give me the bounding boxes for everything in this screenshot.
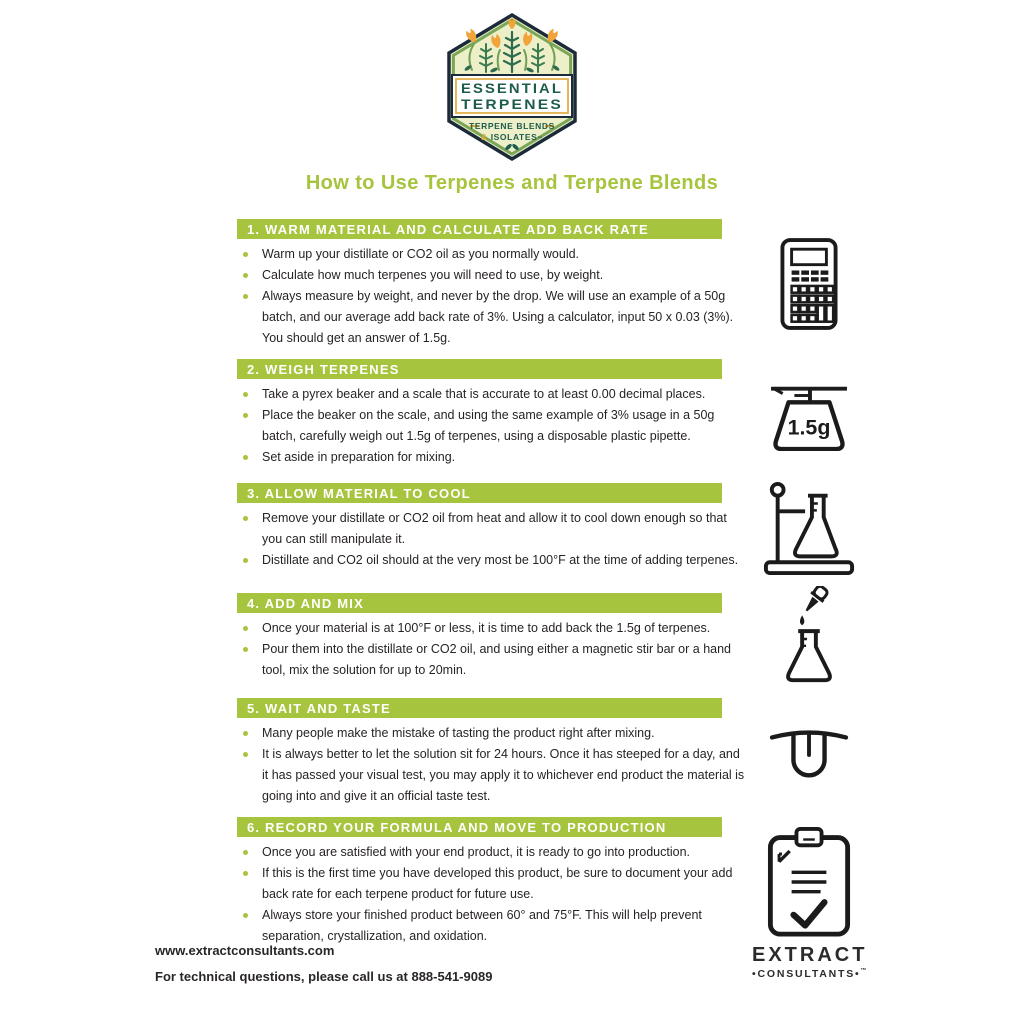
logo-subtitle-line2: ISOLATES xyxy=(490,132,538,142)
bullet-item: Warm up your distillate or CO2 oil as you normally would. xyxy=(237,244,747,265)
section-header-bar xyxy=(237,219,722,239)
bullet-list xyxy=(237,618,747,681)
bullet-item: It is always better to let the solution sit for 24 hours. Once it has steeped for a day, and it has passed your visual test, you may apply it to whichever end product the material is going into and give it an official taste test. xyxy=(237,744,747,807)
bullet-item: Take a pyrex beaker and a scale that is accurate to at least 0.00 decimal places. xyxy=(237,384,747,405)
section-header-bar xyxy=(237,359,722,379)
instructions-list xyxy=(237,219,870,957)
logo-title-line1: ESSENTIAL xyxy=(461,80,563,96)
bullet-item: Calculate how much terpenes you will need to use, by weight. xyxy=(237,265,747,286)
extract-consultants-logo xyxy=(752,944,882,980)
logo-title-line2: TERPENES xyxy=(461,96,563,112)
bullet-list xyxy=(237,244,747,349)
section-wait-and-taste xyxy=(237,698,870,807)
brand-subname-text: •CONSULTANTS• xyxy=(752,968,861,980)
scale-weight-label: 1.5g xyxy=(787,414,830,439)
essential-terpenes-logo xyxy=(441,12,583,162)
footer-phone-line: For technical questions, please call us at 888-541-9089 xyxy=(155,969,493,984)
section-header-bar xyxy=(237,483,722,503)
bullet-item: Set aside in preparation for mixing. xyxy=(237,447,747,468)
bullet-item: Always measure by weight, and never by the drop. We will use an example of a 50g batch, and our average add back rate of 3%. Using a calculator, input 50 x 0.03 (3%). You should get an answer of 1.5g. xyxy=(237,286,747,349)
section-header-label: 4. ADD AND MIX xyxy=(247,595,364,611)
bullet-list xyxy=(237,384,747,468)
section-header-label: 2. WEIGH TERPENES xyxy=(247,361,400,377)
logo-subtitle-line1: TERPENE BLENDS xyxy=(469,121,555,131)
section-header-label: 1. WARM MATERIAL AND CALCULATE ADD BACK RATE xyxy=(247,221,649,237)
logo-subtitle-amp: & xyxy=(480,132,488,142)
brand-name: EXTRACT xyxy=(752,944,868,966)
section-add-and-mix xyxy=(237,586,870,688)
page-title: How to Use Terpenes and Terpene Blends xyxy=(305,172,719,194)
bullet-item: If this is the first time you have developed this product, be sure to document your add back rate for each terpene product for future use. xyxy=(237,863,747,905)
bullet-list xyxy=(237,842,747,947)
flask-stand-icon xyxy=(762,478,856,576)
footer-contact xyxy=(155,938,492,990)
svg-text:& ISOLATES™ xyxy=(481,132,543,142)
bullet-item: Distillate and CO2 oil should at the very most be 100°F at the time of adding terpenes. xyxy=(237,550,747,571)
bullet-item: Once you are satisfied with your end product, it is ready to go into production. xyxy=(237,842,747,863)
logo-subtitle-tm: ™ xyxy=(537,136,544,142)
bullet-item: Pour them into the distillate or CO2 oil, and using either a magnetic stir bar or a hand tool, mix the solution for up to 20min. xyxy=(237,639,747,681)
bullet-item: Always store your finished product between 60° and 75°F. This will help prevent separation, crystallization, and oxidation. xyxy=(237,905,747,947)
section-record-formula xyxy=(237,817,870,947)
bullet-item: Remove your distillate or CO2 oil from heat and allow it to cool down enough so that you can still manipulate it. xyxy=(237,508,747,550)
section-header-bar xyxy=(237,593,722,613)
bullet-list xyxy=(237,723,747,807)
bullet-item: Place the beaker on the scale, and using the same example of 3% usage in a 50g batch, carefully weigh out 1.5g of terpenes, using a disposable plastic pipette. xyxy=(237,405,747,447)
calculator-icon xyxy=(780,237,838,331)
section-header-bar xyxy=(237,817,722,837)
bullet-list xyxy=(237,508,747,571)
section-header-label: 5. WAIT AND TASTE xyxy=(247,700,391,716)
scale-icon xyxy=(765,377,853,451)
brand-trademark: ™ xyxy=(860,968,869,974)
bullet-item: Once your material is at 100°F or less, it is time to add back the 1.5g of terpenes. xyxy=(237,618,747,639)
footer-website: www.extractconsultants.com xyxy=(155,943,335,958)
section-header-bar xyxy=(237,698,722,718)
section-allow-cool xyxy=(237,478,870,576)
section-warm-material xyxy=(237,219,870,349)
section-weigh-terpenes xyxy=(237,359,870,468)
dropper-flask-icon xyxy=(769,586,849,688)
brand-subname xyxy=(752,968,882,980)
bullet-item: Many people make the mistake of tasting the product right after mixing. xyxy=(237,723,747,744)
clipboard-check-icon xyxy=(763,826,855,938)
hexagon-logo-icon xyxy=(441,12,583,162)
tongue-icon xyxy=(768,718,850,788)
section-header-label: 6. RECORD YOUR FORMULA AND MOVE TO PRODUCTION xyxy=(247,819,667,835)
section-header-label: 3. ALLOW MATERIAL TO COOL xyxy=(247,485,471,501)
